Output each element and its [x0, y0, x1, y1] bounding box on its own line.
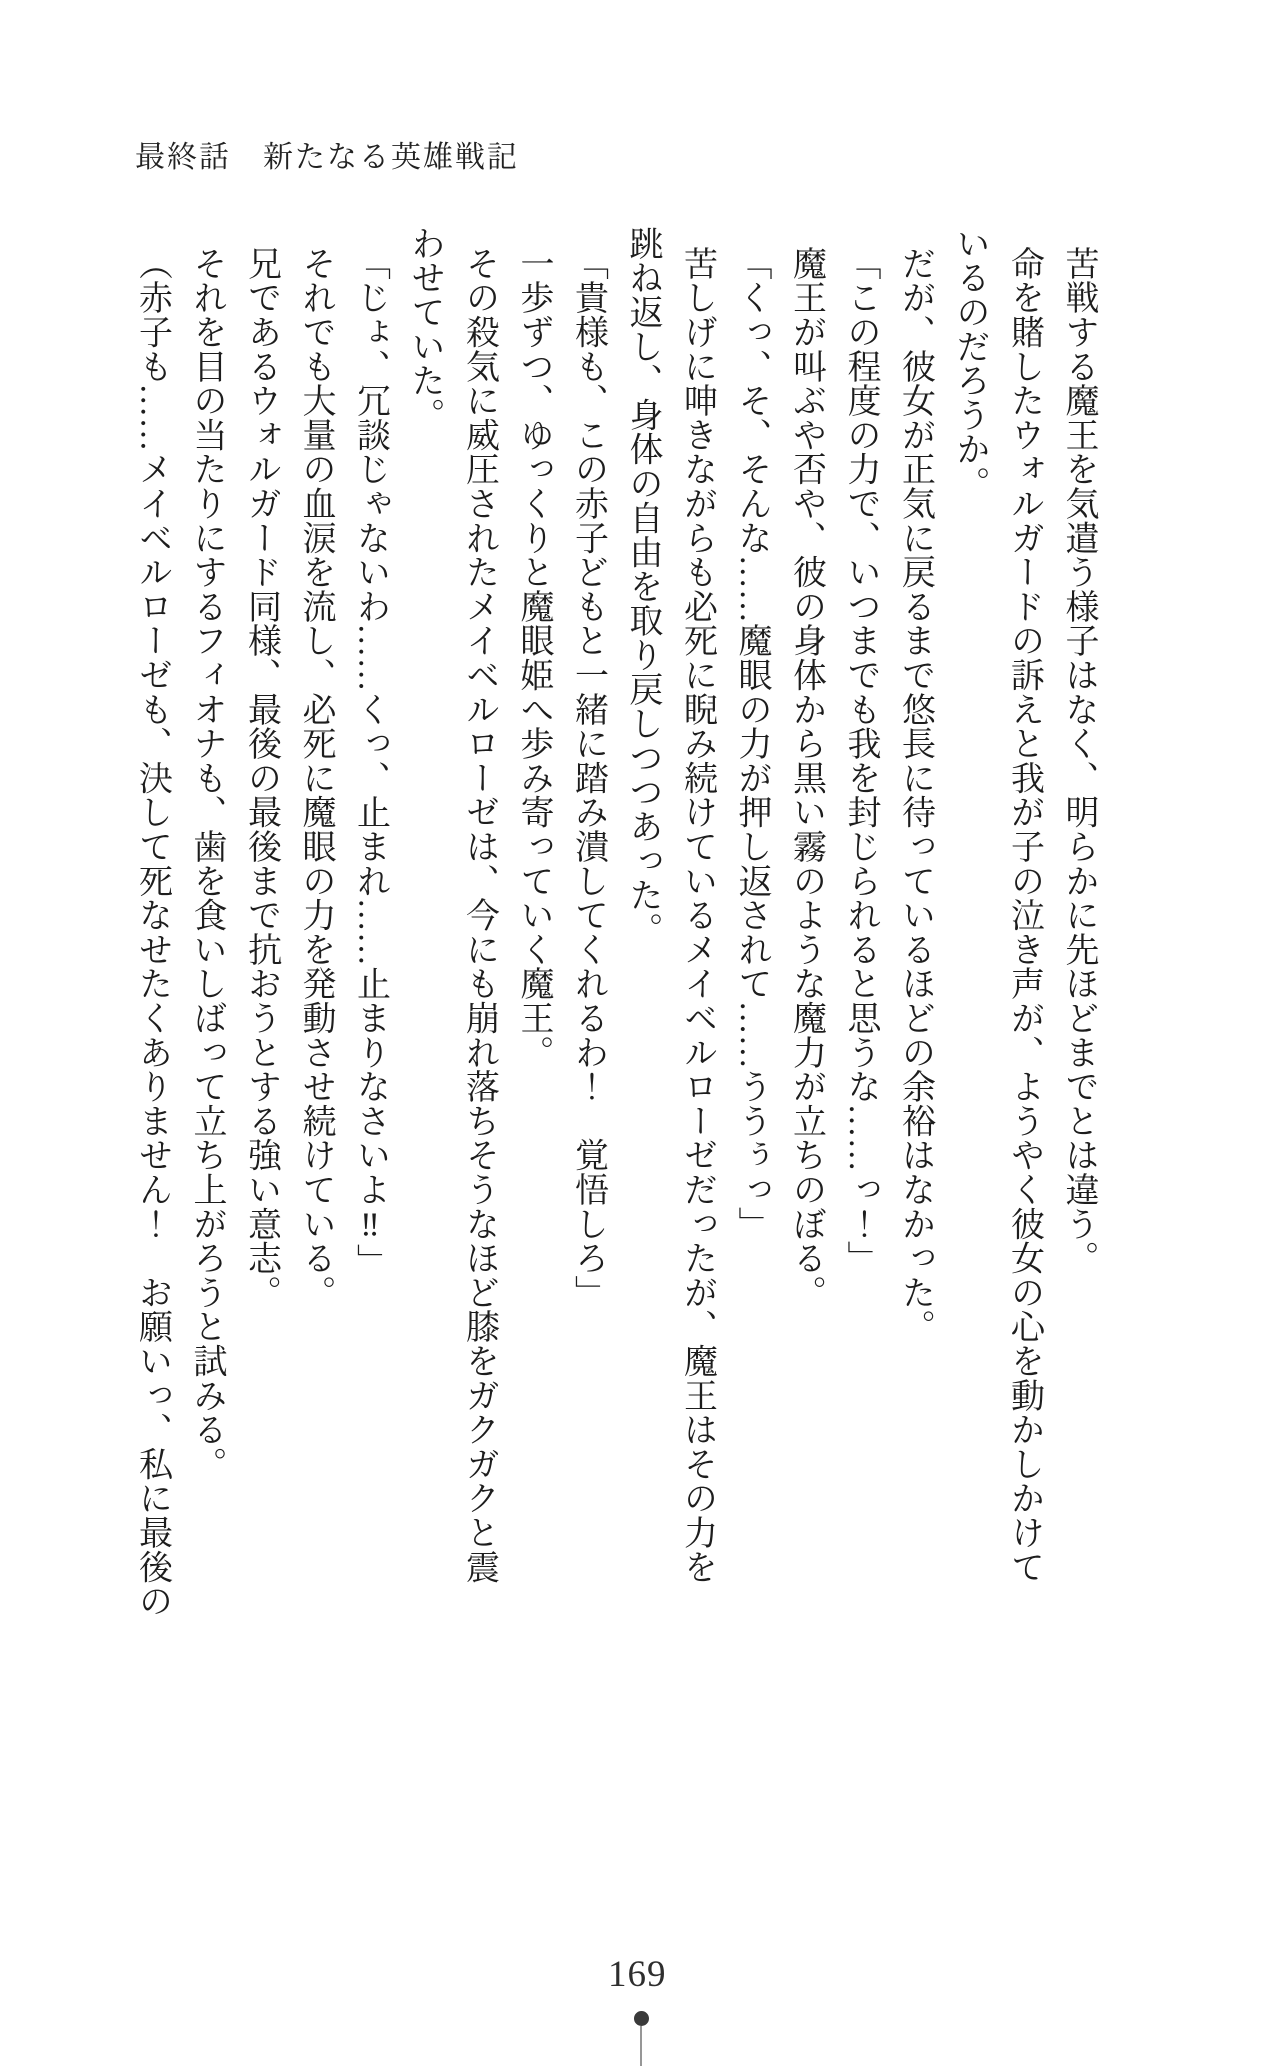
text-line: 跳ね返し、身体の自由を取り戻しつつあった。: [624, 226, 661, 947]
text-line: 魔王が叫ぶや否や、彼の身体から黒い霧のような魔力が立ちのぼる。: [787, 246, 825, 1310]
text-line: 「くっ、そ、そんな……魔眼の力が押し返されて……ううぅっ」: [733, 246, 770, 1241]
text-line: いるのだろうか。: [951, 226, 988, 501]
text-line: それでも大量の血涙を流し、必死に魔眼の力を発動させ続けている。: [297, 246, 334, 1310]
footer-ornament-dot: [634, 2011, 649, 2026]
text-line: 一歩ずつ、ゆっくりと魔眼姫へ歩み寄っていく魔王。: [515, 246, 552, 1070]
chapter-title: 最終話 新たなる英雄戦記: [135, 141, 519, 174]
text-line: 「じょ、冗談じゃないわ……くっ、止まれ……止まりなさいよ‼」: [351, 246, 389, 1278]
text-line: 苦しげに呻きながらも必死に睨み続けているメイベルローゼだったが、魔王はその力を: [678, 246, 716, 1584]
text-line: だが、彼女が正気に戻るまで悠長に待っているほどの余裕はなかった。: [896, 246, 934, 1344]
body-text: [123, 226, 1105, 1646]
text-line: 兄であるウォルガード同様、最後の最後まで抗おうとする強い意志。: [242, 246, 280, 1310]
text-line: 苦戦する魔王を気遣う様子はなく、明らかに先ほどまでとは違う。: [1060, 246, 1097, 1275]
page-number: 169: [608, 1954, 667, 1995]
text-line: その殺気に威圧されたメイベルローゼは、今にも崩れ落ちそうなほど膝をガクガクと震: [460, 246, 498, 1584]
text-line: 「貴様も、この赤子どもと一緒に踏み潰してくれるわ！ 覚悟しろ」: [569, 246, 607, 1310]
text-line: わせていた。: [406, 226, 443, 432]
footer-ornament-line: [640, 2026, 642, 2066]
text-line: 命を賭したウォルガードの訴えと我が子の泣き声が、ようやく彼女の心を動かしかけて: [1005, 246, 1043, 1584]
text-line: （赤子も……メイベルローゼも、決して死なせたくありません！ お願いっ、私に最後の: [133, 246, 171, 1618]
text-line: それを目の当たりにするフィオナも、歯を食いしばって立ち上がろうと試みる。: [188, 246, 225, 1481]
text-line: 「この程度の力で、いつまでも我を封じられると思うな……っ！」: [842, 246, 879, 1275]
